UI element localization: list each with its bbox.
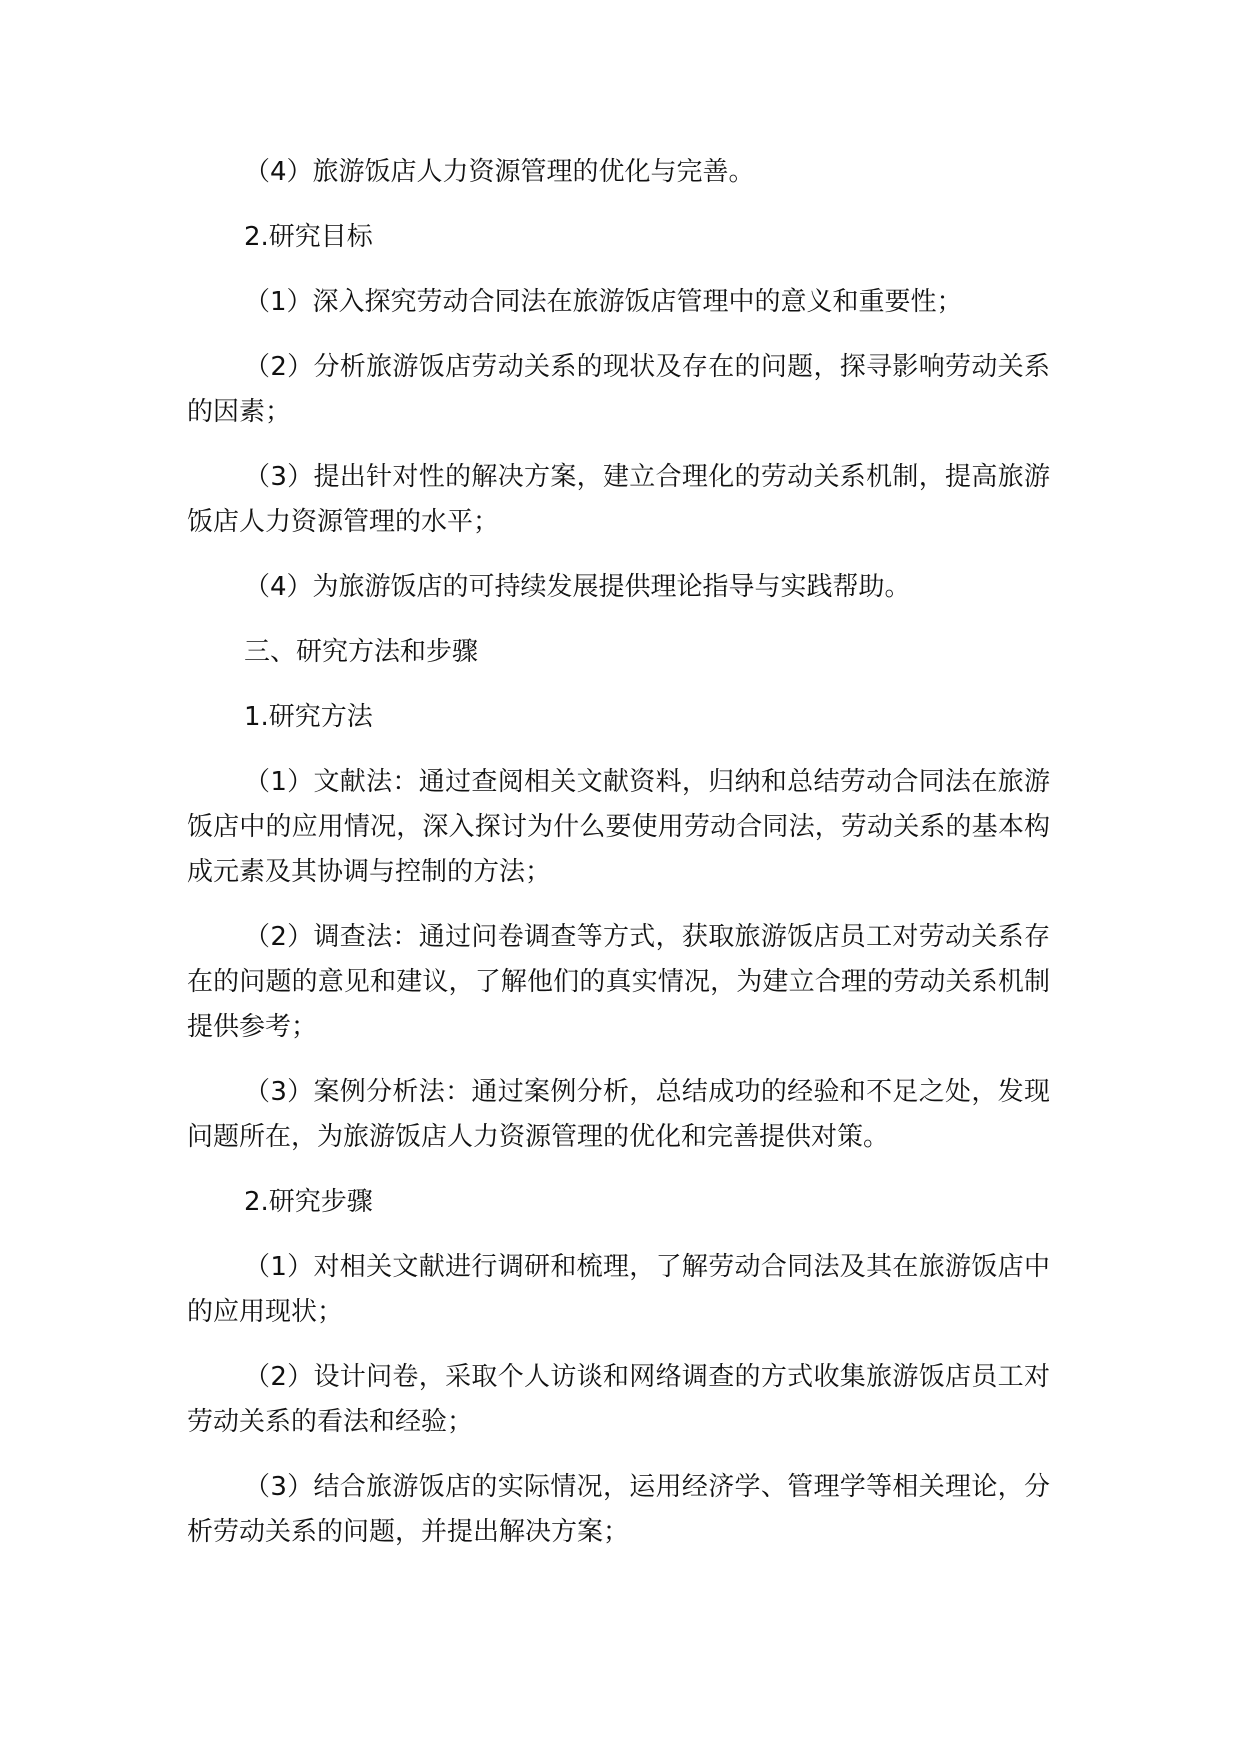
paragraph-method-case-analysis: （3）案例分析法：通过案例分析，总结成功的经验和不足之处，发现问题所在，为旅游饭店人力资源管理的优化和完善提供对策。 [187,1077,1050,1152]
document-body [187,150,1050,1575]
section-heading-research-methods: 1.研究方法 [244,702,373,732]
section-heading-research-steps: 2.研究步骤 [244,1187,373,1217]
paragraph-method-survey: （2）调查法：通过问卷调查等方式，获取旅游饭店员工对劳动关系存在的问题的意见和建议，了解他们的真实情况，为建立合理的劳动关系机制提供参考； [187,922,1050,1042]
paragraph-method-literature: （1）文献法：通过查阅相关文献资料，归纳和总结劳动合同法在旅游饭店中的应用情况，深入探讨为什么要使用劳动合同法，劳动关系的基本构成元素及其协调与控制的方法； [187,767,1050,887]
paragraph-goal-1: （1）深入探究劳动合同法在旅游饭店管理中的意义和重要性； [244,287,963,317]
paragraph-goal-4: （4）为旅游饭店的可持续发展提供理论指导与实践帮助。 [244,572,911,602]
paragraph-step-1: （1）对相关文献进行调研和梳理，了解劳动合同法及其在旅游饭店中的应用现状； [187,1252,1050,1327]
chapter-heading-methods-steps: 三、研究方法和步骤 [244,637,479,667]
paragraph-objective-4-cont: （4）旅游饭店人力资源管理的优化与完善。 [244,157,755,187]
section-heading-research-goals: 2.研究目标 [244,222,373,252]
paragraph-step-2: （2）设计问卷，采取个人访谈和网络调查的方式收集旅游饭店员工对劳动关系的看法和经验； [187,1362,1050,1437]
paragraph-step-3: （3）结合旅游饭店的实际情况，运用经济学、管理学等相关理论，分析劳动关系的问题，并提出解决方案； [187,1472,1050,1547]
paragraph-goal-2: （2）分析旅游饭店劳动关系的现状及存在的问题，探寻影响劳动关系的因素； [187,352,1050,427]
paragraph-goal-3: （3）提出针对性的解决方案，建立合理化的劳动关系机制，提高旅游饭店人力资源管理的水平； [187,462,1050,537]
